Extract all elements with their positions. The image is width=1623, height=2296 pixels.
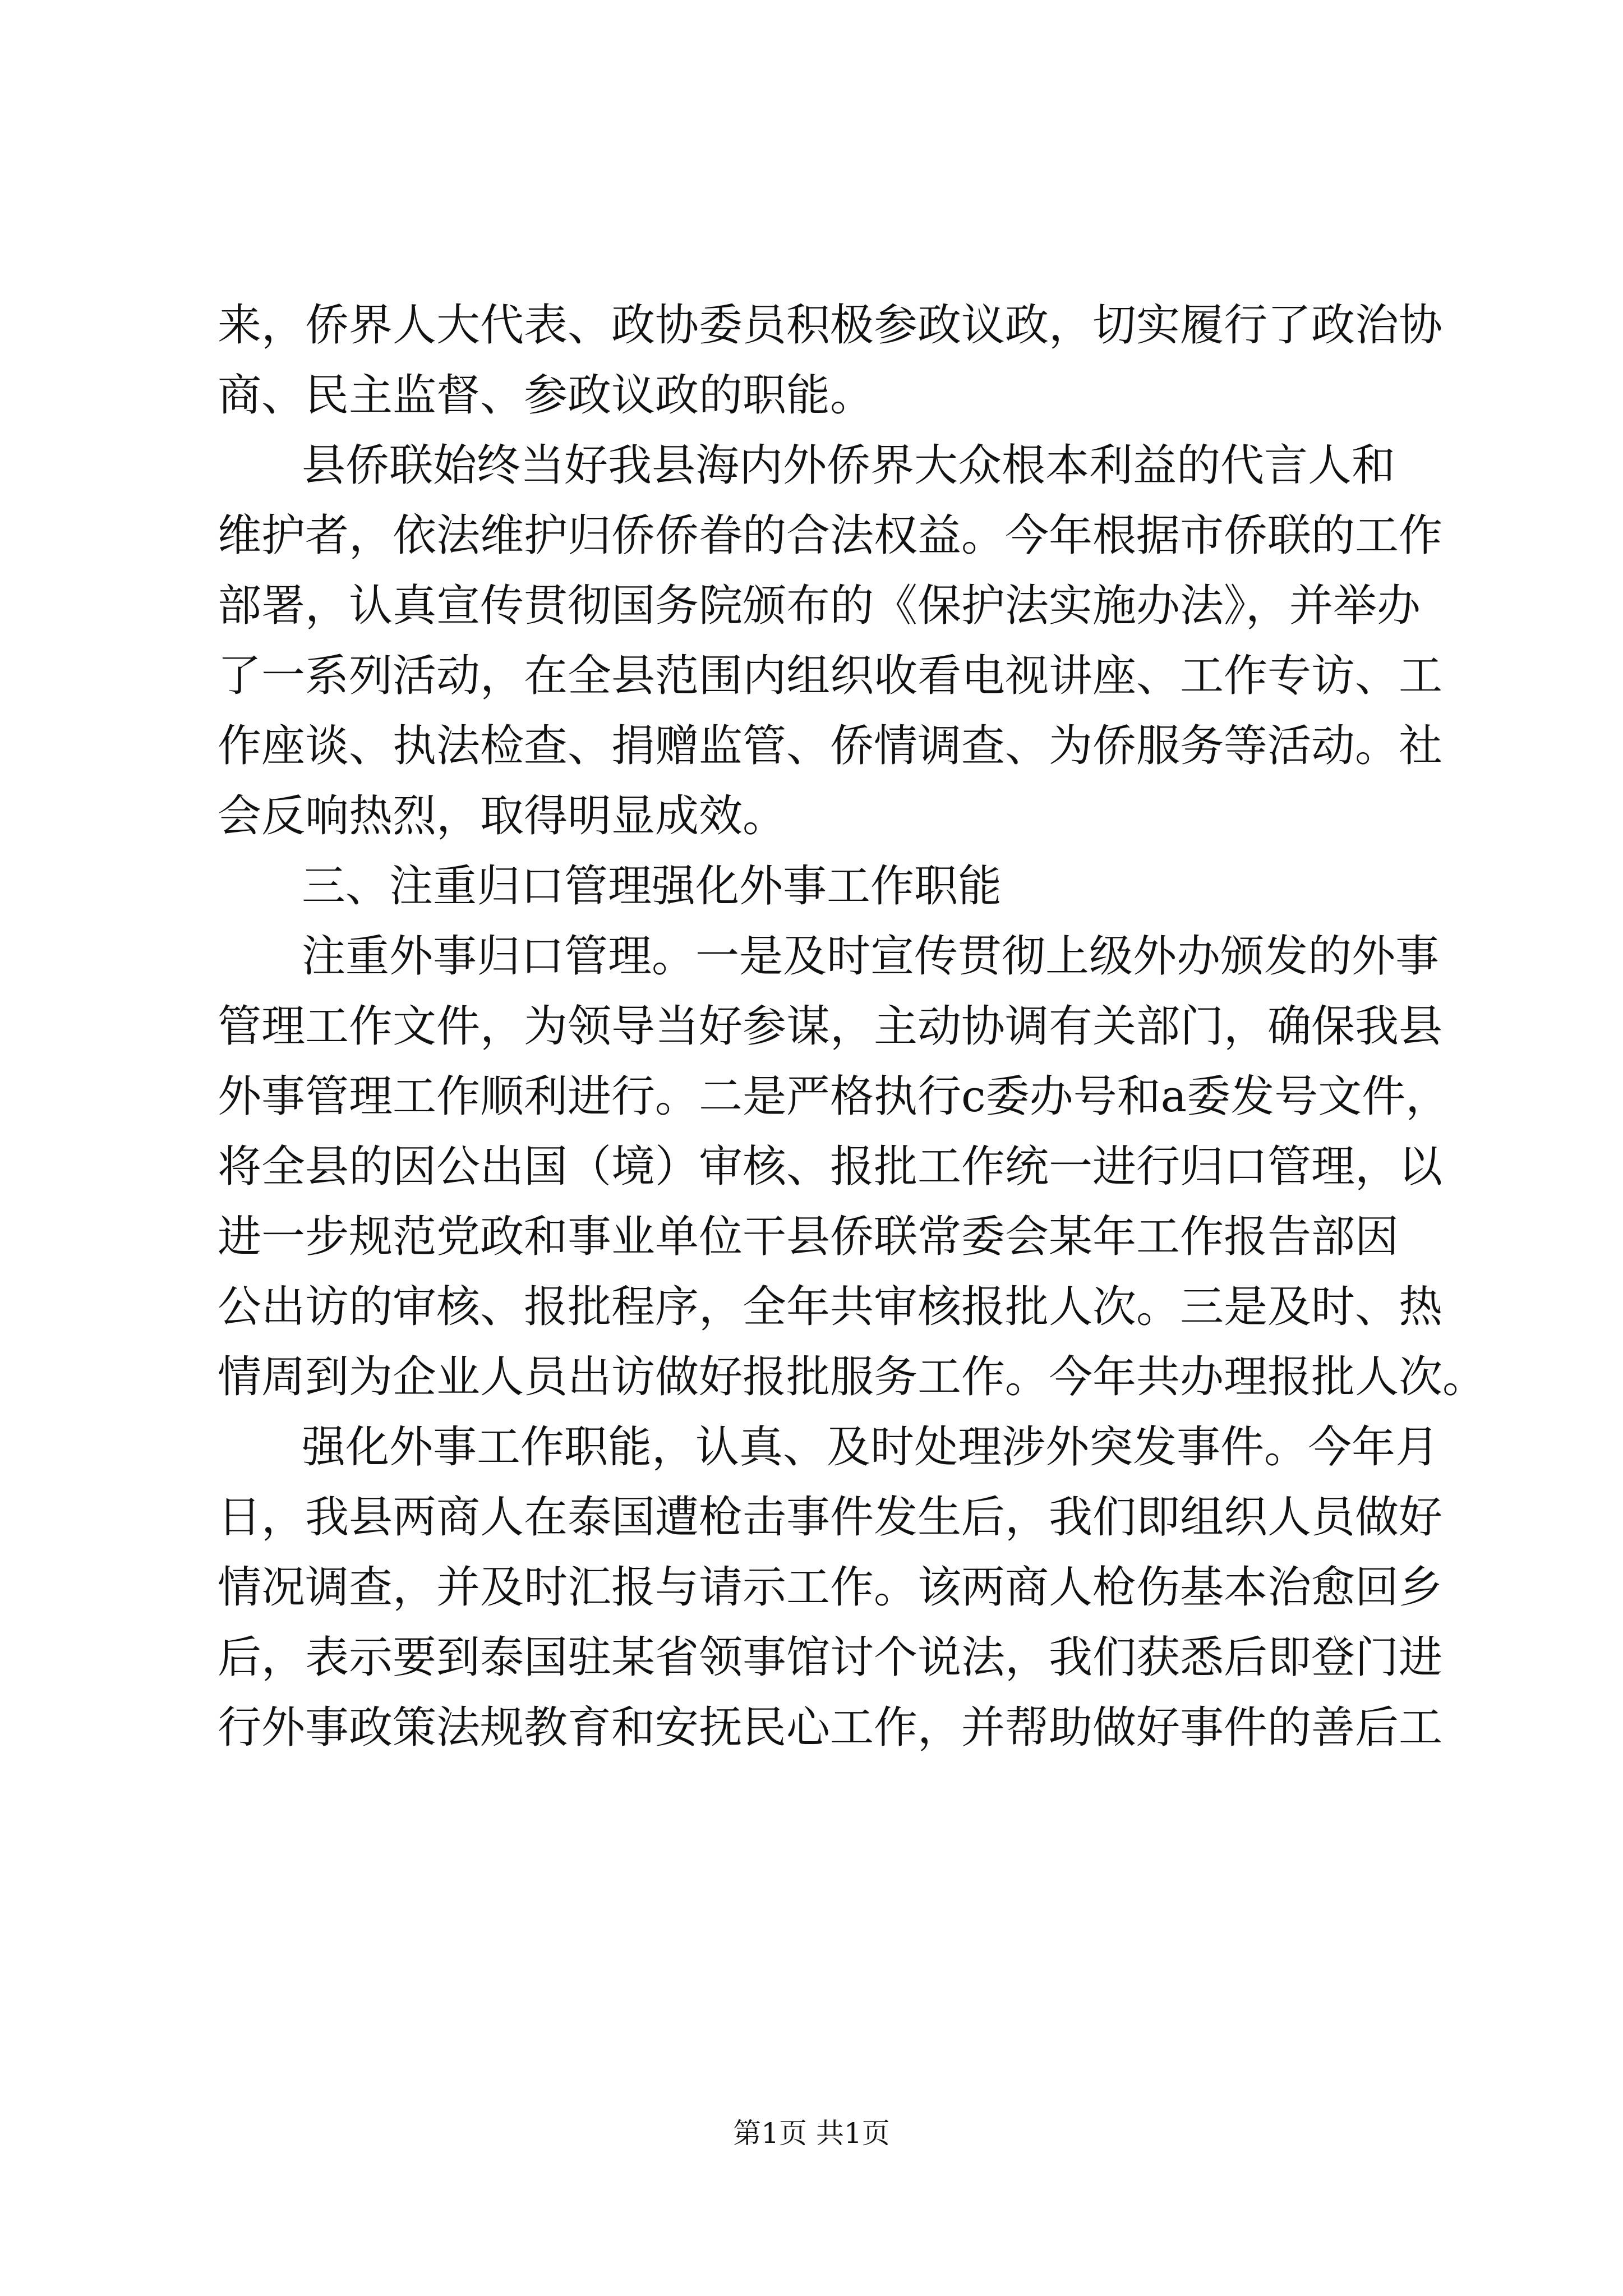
text-line-13: 将全县的因公出国（境）审核、报批工作统一进行归口管理，以: [218, 1142, 1443, 1192]
text-line-18: 日，我县两商人在泰国遭枪击事件发生后，我们即组织人员做好: [218, 1492, 1443, 1543]
text-line-14: 进一步规范党政和事业单位干县侨联常委会某年工作报告部因: [218, 1212, 1399, 1262]
text-line-7: 作座谈、执法检查、捐赠监管、侨情调查、为侨服务等活动。社: [218, 721, 1443, 771]
text-line-1: 来，侨界人大代表、政协委员积极参政议政，切实履行了政治协: [218, 300, 1443, 351]
text-line-3: 县侨联始终当好我县海内外侨界大众根本利益的代言人和: [302, 440, 1396, 491]
text-line-12: 外事管理工作顺利进行。二是严格执行c委办号和a委发号文件，: [218, 1071, 1450, 1122]
text-line-8: 会反响热烈，取得明显成效。: [218, 791, 787, 841]
text-line-2: 商、民主监督、参政议政的职能。: [218, 370, 874, 421]
text-line-4: 维护者，依法维护归侨侨眷的合法权益。今年根据市侨联的工作: [218, 510, 1443, 561]
text-line-5: 部署，认真宣传贯彻国务院颁布的《保护法实施办法》，并举办: [218, 581, 1421, 631]
text-line-20: 后，表示要到泰国驻某省领事馆讨个说法，我们获悉后即登门进: [218, 1632, 1443, 1683]
text-line-15: 公出访的审核、报批程序，全年共审核报批人次。三是及时、热: [218, 1282, 1443, 1332]
text-line-17: 强化外事工作职能，认真、及时处理涉外突发事件。今年月: [302, 1422, 1440, 1473]
text-line-11: 管理工作文件，为领导当好参谋，主动协调有关部门，确保我县: [218, 1001, 1443, 1052]
text-line-10: 注重外事归口管理。一是及时宣传贯彻上级外办颁发的外事: [302, 931, 1440, 982]
text-line-6: 了一系列活动，在全县范围内组织收看电视讲座、工作专访、工: [218, 651, 1443, 701]
section-heading: 三、注重归口管理强化外事工作职能: [302, 861, 1002, 912]
text-line-16: 情周到为企业人员出访做好报批服务工作。今年共办理报批人次。: [218, 1352, 1487, 1402]
text-line-21: 行外事政策法规教育和安抚民心工作，并帮助做好事件的善后工: [218, 1703, 1443, 1753]
text-line-19: 情况调查，并及时汇报与请示工作。该两商人枪伤基本治愈回乡: [218, 1562, 1443, 1613]
page-footer: 第1页 共1页: [733, 2117, 890, 2150]
